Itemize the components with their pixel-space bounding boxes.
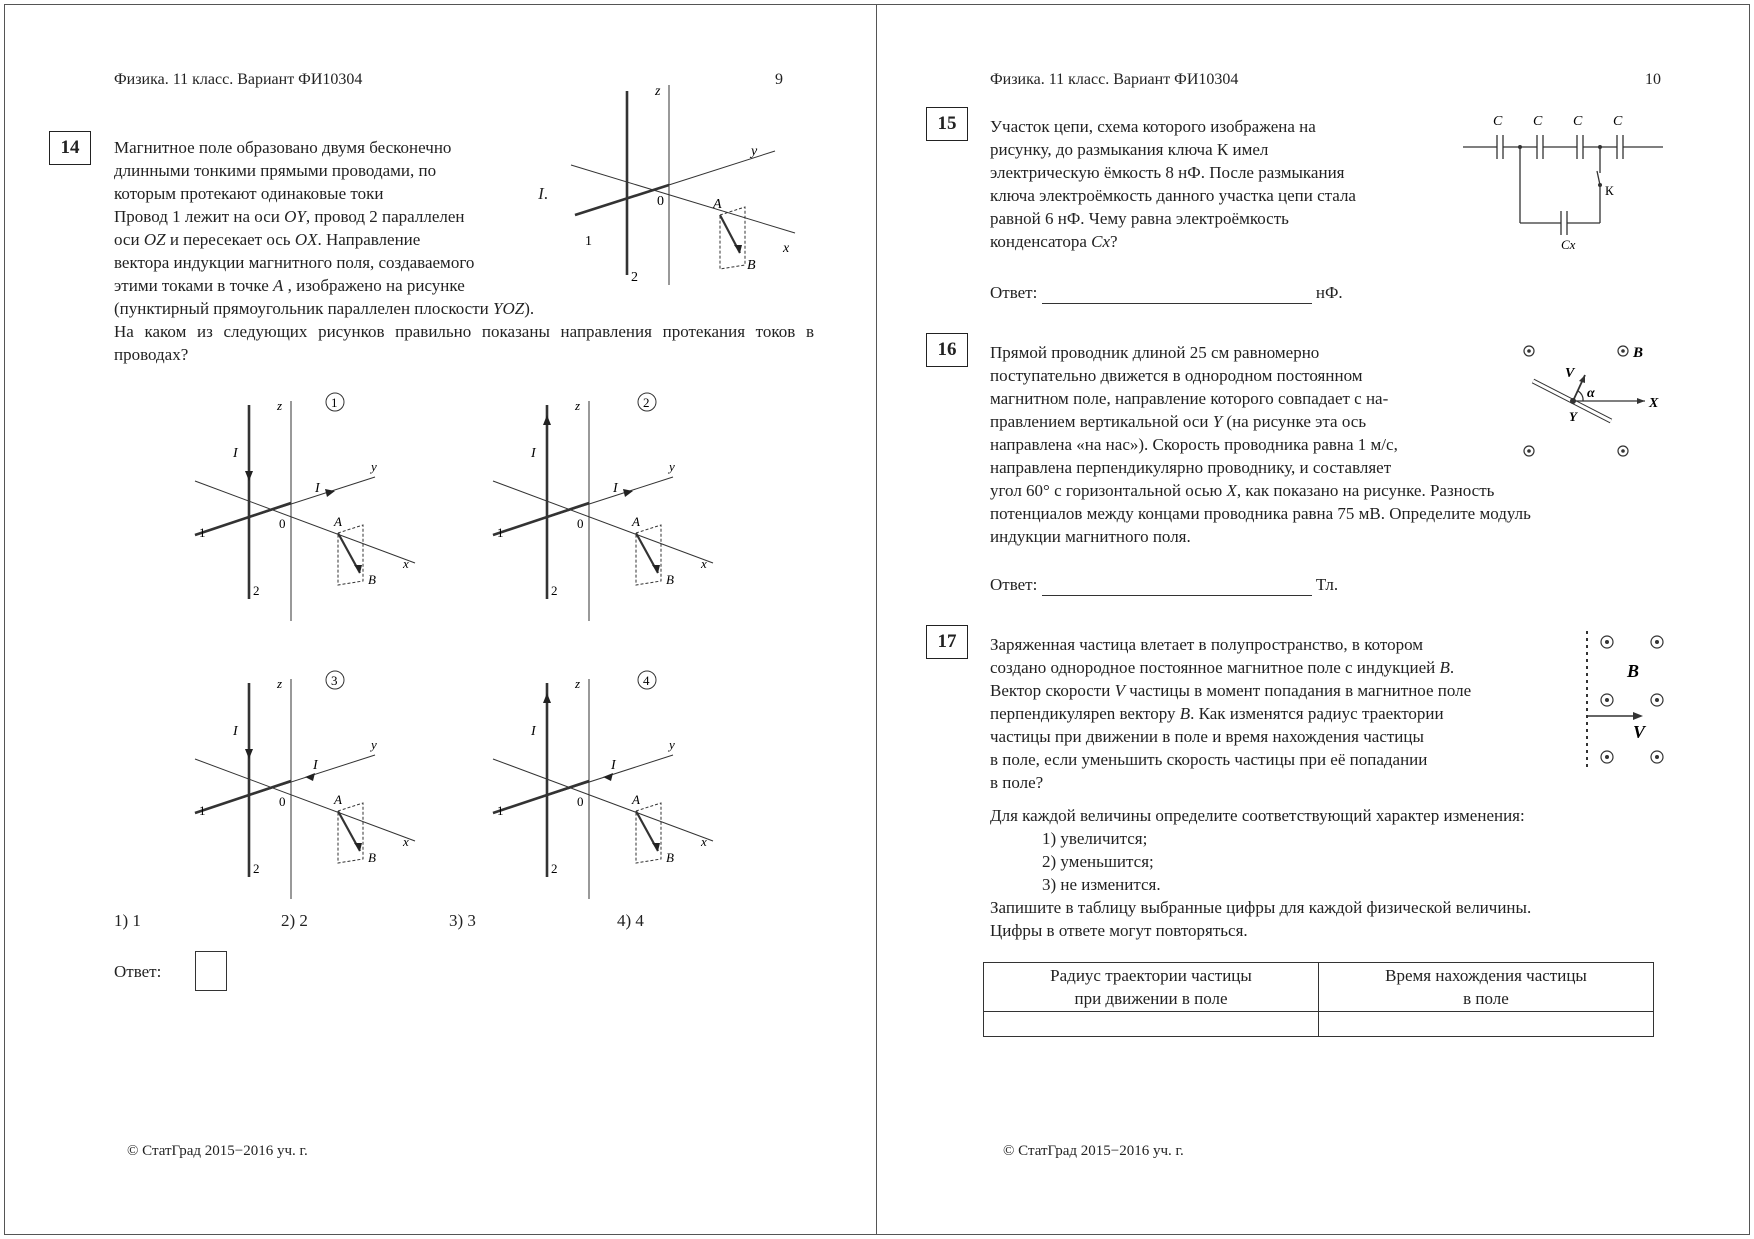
text-line: частицы при движении в поле и время нахождения частицы <box>990 727 1424 746</box>
svg-text:y: y <box>371 459 377 474</box>
svg-text:1: 1 <box>199 525 206 540</box>
text-line: Участок цепи, схема которого изображена на <box>990 117 1316 136</box>
answer-box[interactable] <box>195 951 227 991</box>
page-header: Физика. 11 класс. Вариант ФИ10304 <box>114 71 363 88</box>
svg-text:z: z <box>575 398 581 413</box>
task-14-text <box>114 136 548 297</box>
answer-option-2[interactable]: 2) 2 <box>281 911 308 930</box>
answer-cell-time[interactable] <box>1319 1012 1654 1037</box>
task-15-text <box>990 115 1450 253</box>
text-line: равной 6 нФ. Чему равна электроёмкость <box>990 209 1289 228</box>
svg-text:I: I <box>313 758 318 773</box>
figure-number: 3 <box>331 673 338 688</box>
wire-1 <box>575 185 669 215</box>
text-line: индукции магнитного поля. <box>990 527 1191 546</box>
key-label: К <box>1605 183 1614 198</box>
answer-option-4[interactable]: 4) 4 <box>617 911 644 930</box>
current-arrow <box>245 749 253 759</box>
answer-table <box>983 962 1654 1037</box>
task-number: 17 <box>926 625 968 659</box>
svg-text:z: z <box>277 676 283 691</box>
text-line: правлением вертикальной оси Y (на рисунке эта ось <box>990 412 1367 431</box>
current-arrow <box>603 773 613 781</box>
main-figure <box>565 85 805 295</box>
b-vector-head <box>734 245 742 253</box>
svg-text:I: I <box>611 758 616 773</box>
b-label: B <box>747 258 756 273</box>
figure-number: 2 <box>643 395 650 410</box>
answer-input[interactable] <box>1042 285 1312 304</box>
page-9 <box>4 4 878 1235</box>
svg-text:V: V <box>1633 722 1646 742</box>
svg-text:1: 1 <box>497 525 504 540</box>
current-arrow <box>543 693 551 703</box>
svg-text:X: X <box>1649 396 1659 411</box>
conductor-figure <box>1517 333 1667 463</box>
text-line: создано однородное постоянное магнитное поле с индукцией B. <box>990 658 1455 677</box>
text-line: перпендикуляреn вектору B. Как изменятся радиус траектории <box>990 704 1444 723</box>
svg-text:V: V <box>1565 366 1575 381</box>
instruction-text: Цифры в ответе могут повторяться. <box>990 921 1248 940</box>
option-figure-3 <box>185 663 435 903</box>
text-line: потенциалов между концами проводника равна 75 мВ. Определите модуль <box>990 504 1531 523</box>
task-16-text-cont <box>990 479 1660 548</box>
text-line: в поле, если уменьшить скорость частицы при её попадании <box>990 750 1428 769</box>
answer-cell-radius[interactable] <box>984 1012 1319 1037</box>
svg-text:2: 2 <box>551 583 558 598</box>
svg-text:A: A <box>334 514 342 529</box>
wire-1-label: 1 <box>585 234 592 249</box>
svg-text:α: α <box>1587 386 1595 401</box>
text-line: направлена «на нас»). Скорость проводника равна 1 м/с, <box>990 435 1398 454</box>
current-arrow <box>543 415 551 425</box>
svg-text:B: B <box>1633 345 1644 361</box>
svg-text:z: z <box>575 676 581 691</box>
svg-text:x: x <box>701 556 707 571</box>
option-figure-4 <box>483 663 733 903</box>
svg-text:x: x <box>403 834 409 849</box>
text-line: длинными тонкими прямыми проводами, по <box>114 161 437 180</box>
text-line: магнитном поле, направление которого совпадает с на- <box>990 389 1389 408</box>
svg-text:I: I <box>233 446 238 461</box>
circuit-diagram <box>1463 105 1673 255</box>
point-a-label: A <box>713 197 722 212</box>
svg-text:z: z <box>277 398 283 413</box>
wire-1 <box>195 503 291 535</box>
svg-text:0: 0 <box>279 794 286 809</box>
svg-text:C: C <box>1533 114 1543 129</box>
answer-input[interactable] <box>1042 577 1312 596</box>
page-footer: © СтатГрад 2015−2016 уч. г. <box>127 1143 308 1159</box>
angle-arc <box>1578 391 1583 401</box>
instruction-text: Запишите в таблицу выбранные цифры для каждой физической величины. <box>990 898 1532 917</box>
text-line: ключа электроёмкость данного участка цепи стала <box>990 186 1356 205</box>
task-15-answer: Ответ: нФ. <box>990 283 1343 302</box>
table-answer-row <box>984 1012 1654 1037</box>
svg-text:C: C <box>1493 114 1503 129</box>
svg-text:0: 0 <box>577 794 584 809</box>
z-label: z <box>655 85 661 99</box>
text-line: электрическую ёмкость 8 нФ. После размыкания <box>990 163 1345 182</box>
option-figure-1 <box>185 385 435 625</box>
choice-item: 1) увеличится; <box>1042 829 1148 848</box>
particle-figure <box>1577 625 1687 775</box>
svg-text:A: A <box>632 514 640 529</box>
text-line: поступательно движется в однородном постоянном <box>990 366 1363 385</box>
task-17-instructions <box>990 804 1670 942</box>
page-10 <box>876 4 1750 1235</box>
svg-text:I: I <box>315 481 320 496</box>
svg-text:I: I <box>233 724 238 739</box>
svg-text:I: I <box>531 724 536 739</box>
svg-text:2: 2 <box>253 583 260 598</box>
svg-text:B: B <box>368 572 376 587</box>
figure-number: 1 <box>331 395 338 410</box>
text-line: (пунктирный прямоугольник параллелен плоскости YOZ). <box>114 299 535 318</box>
task-16-answer: Ответ: Тл. <box>990 575 1339 594</box>
svg-text:y: y <box>669 737 675 752</box>
page-number: 9 <box>775 71 783 88</box>
svg-text:I: I <box>613 481 618 496</box>
svg-text:C: C <box>1613 114 1623 129</box>
svg-text:B: B <box>1627 661 1640 681</box>
page-header: Физика. 11 класс. Вариант ФИ10304 <box>990 71 1239 88</box>
answer-label: Ответ: <box>114 962 162 981</box>
svg-text:y: y <box>669 459 675 474</box>
text-line: в поле? <box>990 773 1044 792</box>
figure-number: 4 <box>643 673 650 688</box>
text-line: направлена перпендикулярно проводнику, и составляет <box>990 458 1392 477</box>
table-header-time: Время нахождения частицы в поле <box>1319 963 1654 1012</box>
text-line: вектора индукции магнитного поля, создаваемого <box>114 253 475 272</box>
wire-2-label: 2 <box>631 270 638 285</box>
y-label: y <box>751 144 758 159</box>
text-line: угол 60° с горизонтальной осью X, как показано на рисунке. Разность <box>990 481 1495 500</box>
svg-text:B: B <box>666 850 674 865</box>
answer-option-1[interactable]: 1) 1 <box>114 911 141 930</box>
task-17-text <box>990 633 1596 794</box>
svg-text:A: A <box>632 792 640 807</box>
text-line: Прямой проводник длиной 25 см равномерно <box>990 343 1320 362</box>
svg-text:B: B <box>666 572 674 587</box>
current-arrow <box>305 773 315 781</box>
table-header-radius: Радиус траектории частицы при движении в поле <box>984 963 1319 1012</box>
page-number: 10 <box>1645 71 1661 88</box>
text-line: которым протекают одинаковые токи I. <box>114 184 548 203</box>
svg-text:C: C <box>1573 114 1583 129</box>
table-header-row <box>984 963 1654 1012</box>
svg-text:B: B <box>368 850 376 865</box>
text-line: Заряженная частица влетает в полупространство, в котором <box>990 635 1424 654</box>
option-figure-2 <box>483 385 733 625</box>
svg-text:x: x <box>403 556 409 571</box>
choice-item: 3) не изменится. <box>1042 875 1161 894</box>
instruction-text: Для каждой величины определите соответствующий характер изменения: <box>990 806 1525 825</box>
text-line: рисунку, до размыкания ключа К имел <box>990 140 1269 159</box>
current-arrow <box>245 471 253 481</box>
task-14-text-cont <box>114 297 814 366</box>
svg-text:y: y <box>371 737 377 752</box>
text-line: конденсатора Cx? <box>990 232 1118 251</box>
origin-label: 0 <box>657 194 664 209</box>
choice-item: 2) уменьшится; <box>1042 852 1154 871</box>
cx-label: Cx <box>1561 237 1576 252</box>
answer-option-3[interactable]: 3) 3 <box>449 911 476 930</box>
svg-text:x: x <box>701 834 707 849</box>
svg-text:1: 1 <box>199 803 206 818</box>
question-text: На каком из следующих рисунков правильно показаны направления протекания токов в проводах? <box>114 322 814 364</box>
x-label: x <box>783 241 790 256</box>
x-axis <box>571 165 795 233</box>
text-line: Провод 1 лежит на оси OY, провод 2 параллелен <box>114 207 465 226</box>
svg-text:I: I <box>531 446 536 461</box>
svg-text:1: 1 <box>497 803 504 818</box>
task-number: 16 <box>926 333 968 367</box>
page-footer: © СтатГрад 2015−2016 уч. г. <box>1003 1143 1184 1159</box>
text-line: оси OZ и пересекает ось OX. Направление <box>114 230 421 249</box>
svg-text:0: 0 <box>577 516 584 531</box>
text-line: Магнитное поле образовано двумя бесконечно <box>114 138 452 157</box>
svg-text:A: A <box>334 792 342 807</box>
svg-text:2: 2 <box>253 861 260 876</box>
svg-text:Y: Y <box>1569 409 1577 424</box>
text-line: этими токами в точке A , изображено на рисунке <box>114 276 465 295</box>
task-number: 14 <box>49 131 91 165</box>
task-number: 15 <box>926 107 968 141</box>
text-line: Вектор скорости V частицы в момент попадания в магнитное поле <box>990 681 1472 700</box>
svg-text:2: 2 <box>551 861 558 876</box>
svg-text:0: 0 <box>279 516 286 531</box>
task-16-text <box>990 341 1510 479</box>
